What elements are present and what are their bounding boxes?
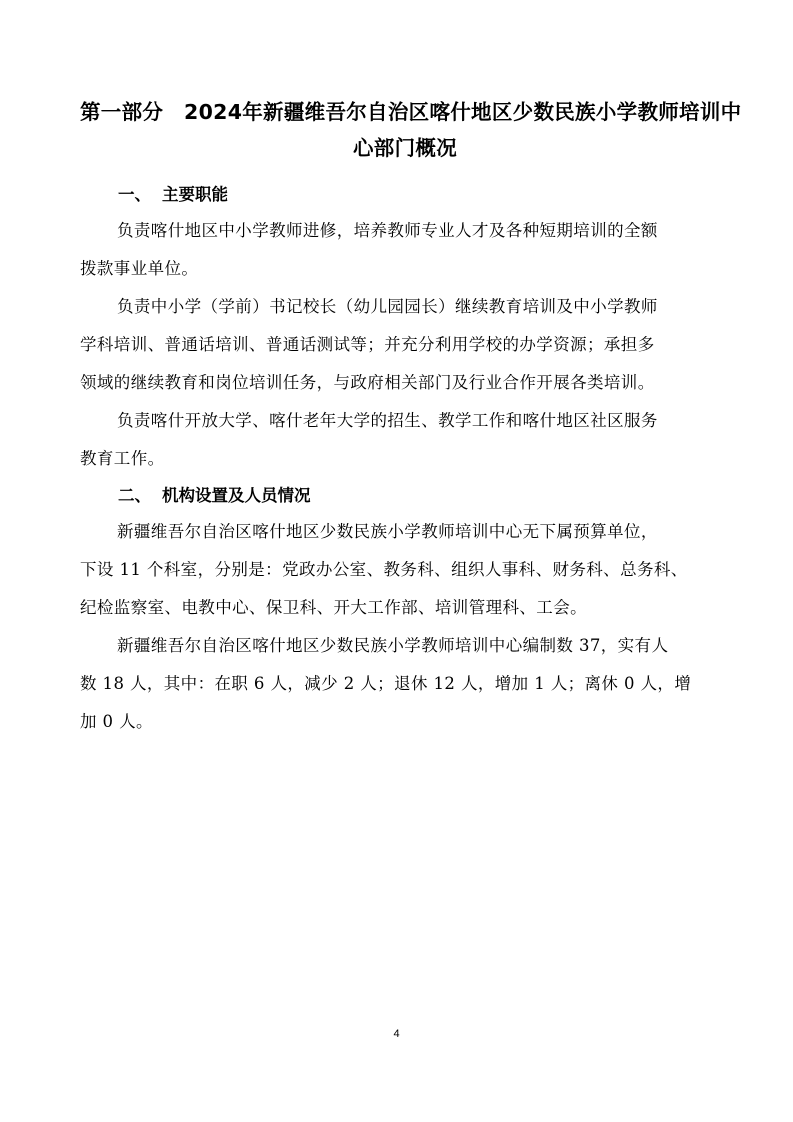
paragraph-line: 负责喀什开放大学、喀什老年大学的招生、教学工作和喀什地区社区服务 <box>117 411 658 430</box>
paragraph-line: 领域的继续教育和岗位培训任务，与政府相关部门及行业合作开展各类培训。 <box>80 373 655 392</box>
paragraph-line: 新疆维吾尔自治区喀什地区少数民族小学教师培训中心无下属预算单位， <box>117 522 658 541</box>
section-number: 一、 <box>118 185 151 204</box>
page-title-line-2: 心部门概况 <box>353 136 457 160</box>
paragraph <box>80 212 720 288</box>
paragraph-line: 数 18 人，其中：在职 6 人，减少 2 人；退休 12 人，增加 1 人；离休 0 人，增 <box>80 674 692 693</box>
paragraph-line: 纪检监察室、电教中心、保卫科、开大工作部、培训管理科、工会。 <box>80 598 587 617</box>
paragraph-line: 教育工作。 <box>80 449 165 468</box>
paragraph-line: 下设 11 个科室，分别是：党政办公室、教务科、组织人事科、财务科、总务科、 <box>80 560 688 579</box>
section-title: 主要职能 <box>162 185 228 204</box>
paragraph <box>80 288 720 402</box>
paragraph-line: 加 0 人。 <box>80 712 153 731</box>
section-title: 机构设置及人员情况 <box>162 486 311 505</box>
paragraph-line: 学科培训、普通话培训、普通话测试等；并充分利用学校的办学资源；承担多 <box>80 335 655 354</box>
paragraph <box>80 402 720 478</box>
paragraph-line: 负责喀什地区中小学教师进修，培养教师专业人才及各种短期培训的全额 <box>117 221 658 240</box>
paragraph <box>80 627 720 741</box>
page-title-line-1: 第一部分 2024年新疆维吾尔自治区喀什地区少数民族小学教师培训中 <box>80 100 742 124</box>
section-heading-organization <box>118 484 311 508</box>
section-number: 二、 <box>118 486 151 505</box>
paragraph <box>80 513 720 627</box>
page-title <box>80 94 742 166</box>
paragraph-line: 拨款事业单位。 <box>80 259 199 278</box>
paragraph-line: 新疆维吾尔自治区喀什地区少数民族小学教师培训中心编制数 37，实有人 <box>117 636 669 655</box>
section-heading-functions <box>118 183 228 207</box>
page-number: 4 <box>393 1028 400 1040</box>
paragraph-line: 负责中小学（学前）书记校长（幼儿园园长）继续教育培训及中小学教师 <box>117 297 658 316</box>
